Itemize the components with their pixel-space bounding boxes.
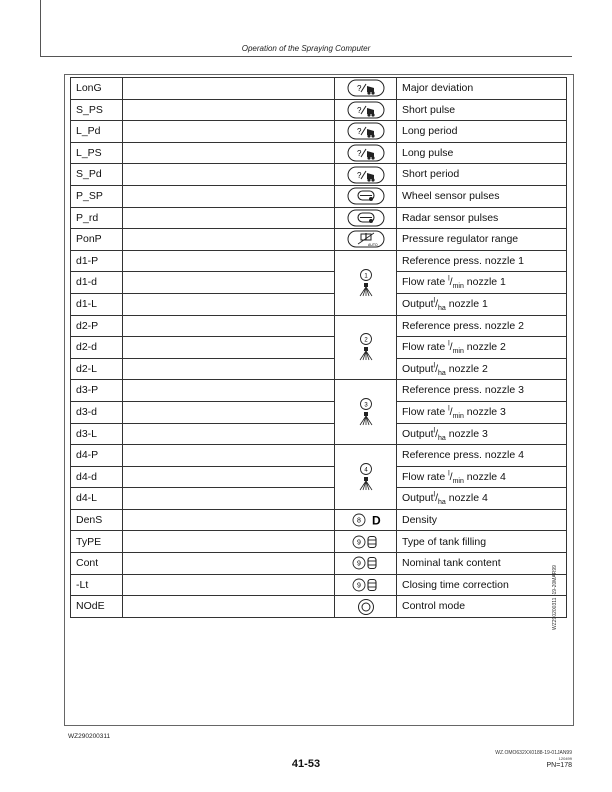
blank-cell	[123, 164, 335, 186]
pn-small-date: 120499	[558, 756, 572, 761]
table-row	[71, 553, 567, 575]
svg-text:?: ?	[356, 127, 361, 137]
code-cell: d2-d	[71, 337, 123, 359]
code-cell: d1-d	[71, 272, 123, 294]
code-cell: -Lt	[71, 574, 123, 596]
table-row	[71, 229, 567, 251]
description-sub: ha	[438, 434, 446, 442]
code-cell: DenS	[71, 509, 123, 531]
code-cell: PonP	[71, 229, 123, 251]
description-desc-post: nozzle 1	[445, 297, 488, 310]
table-row	[71, 531, 567, 553]
description-cell: Reference press. nozzle 2	[397, 315, 567, 337]
page-number: 41-53	[291, 758, 321, 770]
code-cell: LonG	[71, 78, 123, 100]
description-cell: Pressure regulator range	[397, 229, 567, 251]
code-cell: S_Pd	[71, 164, 123, 186]
code-table	[70, 77, 567, 618]
table-row	[71, 164, 567, 186]
unit-slash: /	[449, 405, 453, 418]
blank-cell	[123, 315, 335, 337]
figure-id: WZ290200311	[68, 733, 111, 740]
description-cell: Closing time correction	[397, 574, 567, 596]
description-cell: Short period	[397, 164, 567, 186]
description-sub: min	[452, 413, 464, 421]
blank-cell	[123, 250, 335, 272]
code-cell: P_rd	[71, 207, 123, 229]
table-row	[71, 250, 567, 272]
blank-cell	[123, 229, 335, 251]
blank-cell	[123, 293, 335, 315]
blank-cell	[123, 185, 335, 207]
description-sup: l	[433, 297, 436, 305]
description-desc-pre: Output	[402, 362, 434, 375]
description-desc-post: nozzle 3	[463, 405, 506, 418]
code-cell: L_PS	[71, 142, 123, 164]
blank-cell	[123, 272, 335, 294]
code-cell: d2-P	[71, 315, 123, 337]
description-cell: Radar sensor pulses	[397, 207, 567, 229]
description-desc-pre: Flow rate	[402, 470, 449, 483]
description-sup: l	[433, 427, 436, 435]
code-cell: L_Pd	[71, 121, 123, 143]
description-cell	[397, 466, 567, 488]
blank-cell	[123, 531, 335, 553]
description-cell: Long pulse	[397, 142, 567, 164]
code-cell: d4-d	[71, 466, 123, 488]
table-row	[71, 185, 567, 207]
svg-text:D: D	[371, 513, 381, 528]
blank-cell	[123, 466, 335, 488]
description-cell	[397, 358, 567, 380]
document-reference: WZ.OMO632XX0188-19-01JAN99	[495, 750, 572, 756]
blank-cell	[123, 207, 335, 229]
svg-text:?: ?	[356, 170, 361, 180]
blank-cell	[123, 78, 335, 100]
description-sup: l	[448, 470, 450, 478]
deviation-pill-icon	[335, 78, 397, 100]
description-desc-post: nozzle 1	[463, 276, 506, 289]
description-sup: l	[433, 362, 436, 370]
description-cell: Reference press. nozzle 3	[397, 380, 567, 402]
unit-slash: /	[449, 470, 453, 483]
blank-cell	[123, 142, 335, 164]
description-desc-pre: Output	[402, 427, 434, 440]
table-row	[71, 445, 567, 467]
blank-cell	[123, 423, 335, 445]
svg-text:8: 8	[356, 517, 361, 525]
table-row	[71, 488, 567, 510]
code-cell: d2-L	[71, 358, 123, 380]
svg-text:AUTO: AUTO	[367, 243, 378, 248]
description-desc-post: nozzle 2	[463, 341, 506, 354]
description-cell	[397, 423, 567, 445]
table-row	[71, 99, 567, 121]
description-sup: l	[448, 340, 450, 348]
deviation-pill-icon	[335, 99, 397, 121]
unit-slash: /	[435, 297, 439, 310]
table-row	[71, 423, 567, 445]
svg-text:9: 9	[356, 582, 361, 590]
code-cell: d3-d	[71, 401, 123, 423]
description-cell: Reference press. nozzle 4	[397, 445, 567, 467]
description-desc-pre: Output	[402, 297, 434, 310]
unit-slash: /	[449, 341, 453, 354]
description-cell: Density	[397, 509, 567, 531]
svg-text:9: 9	[356, 560, 361, 568]
description-sup: l	[448, 405, 450, 413]
sensor-pill-icon	[335, 207, 397, 229]
code-cell: P_SP	[71, 185, 123, 207]
blank-cell	[123, 553, 335, 575]
pressure-regulator-icon	[335, 229, 397, 251]
description-sub: min	[452, 283, 464, 291]
blank-cell	[123, 574, 335, 596]
code-cell: d3-L	[71, 423, 123, 445]
description-desc-pre: Flow rate	[402, 341, 449, 354]
sensor-pill-icon	[335, 185, 397, 207]
description-cell: Major deviation	[397, 78, 567, 100]
blank-cell	[123, 99, 335, 121]
blank-cell	[123, 380, 335, 402]
blank-cell	[123, 121, 335, 143]
code-cell: d4-P	[71, 445, 123, 467]
description-sup: l	[433, 491, 436, 499]
description-sub: min	[452, 348, 464, 356]
description-cell: Type of tank filling	[397, 531, 567, 553]
table-row	[71, 337, 567, 359]
table-row	[71, 272, 567, 294]
blank-cell	[123, 509, 335, 531]
blank-cell	[123, 337, 335, 359]
side-code: WZ290200311 -19-20MAR99	[552, 565, 558, 630]
unit-slash: /	[435, 492, 439, 505]
unit-slash: /	[435, 362, 439, 375]
description-cell	[397, 337, 567, 359]
description-cell: Control mode	[397, 596, 567, 618]
code-cell: d1-L	[71, 293, 123, 315]
deviation-pill-icon	[335, 164, 397, 186]
table-row	[71, 142, 567, 164]
table-row	[71, 466, 567, 488]
blank-cell	[123, 358, 335, 380]
table-row	[71, 401, 567, 423]
description-cell	[397, 488, 567, 510]
svg-text:2: 2	[363, 337, 368, 344]
unit-slash: /	[435, 427, 439, 440]
description-cell: Short pulse	[397, 99, 567, 121]
control-mode-icon	[335, 596, 397, 618]
tank-icon	[335, 574, 397, 596]
svg-text:3: 3	[363, 402, 368, 409]
code-cell: NOdE	[71, 596, 123, 618]
blank-cell	[123, 445, 335, 467]
header-rule	[40, 56, 572, 57]
code-cell: d3-P	[71, 380, 123, 402]
svg-text:1: 1	[363, 272, 368, 279]
svg-text:4: 4	[363, 467, 368, 474]
code-cell: d1-P	[71, 250, 123, 272]
table-row	[71, 207, 567, 229]
deviation-pill-icon	[335, 142, 397, 164]
svg-text:?: ?	[356, 84, 361, 94]
page-header-title: Operation of the Spraying Computer	[241, 44, 371, 53]
nozzle-1-icon	[335, 250, 397, 315]
svg-text:?: ?	[356, 105, 361, 115]
description-desc-pre: Output	[402, 492, 434, 505]
description-cell: Reference press. nozzle 1	[397, 250, 567, 272]
description-sub: ha	[438, 305, 446, 313]
table-row	[71, 315, 567, 337]
description-desc-pre: Flow rate	[402, 405, 449, 418]
description-desc-post: nozzle 4	[445, 492, 488, 505]
code-cell: Cont	[71, 553, 123, 575]
table-row	[71, 596, 567, 618]
nozzle-4-icon	[335, 445, 397, 510]
description-sup: l	[448, 275, 450, 283]
description-cell	[397, 401, 567, 423]
table-row	[71, 574, 567, 596]
description-desc-pre: Flow rate	[402, 276, 449, 289]
table-row	[71, 358, 567, 380]
description-desc-post: nozzle 3	[445, 427, 488, 440]
unit-slash: /	[449, 276, 453, 289]
blank-cell	[123, 596, 335, 618]
table-row	[71, 509, 567, 531]
code-cell: S_PS	[71, 99, 123, 121]
description-cell: Nominal tank content	[397, 553, 567, 575]
svg-text:9: 9	[356, 539, 361, 547]
description-desc-post: nozzle 4	[463, 470, 506, 483]
description-sub: ha	[438, 499, 446, 507]
table-row	[71, 380, 567, 402]
description-desc-post: nozzle 2	[445, 362, 488, 375]
description-cell: Wheel sensor pulses	[397, 185, 567, 207]
deviation-pill-icon	[335, 121, 397, 143]
tank-icon	[335, 531, 397, 553]
table-row	[71, 78, 567, 100]
nozzle-2-icon	[335, 315, 397, 380]
description-sub: ha	[438, 369, 446, 377]
description-cell	[397, 293, 567, 315]
tank-icon	[335, 553, 397, 575]
table-row	[71, 293, 567, 315]
description-cell: Long period	[397, 121, 567, 143]
table-row	[71, 121, 567, 143]
code-cell: TyPE	[71, 531, 123, 553]
nozzle-3-icon	[335, 380, 397, 445]
description-cell	[397, 272, 567, 294]
density-icon	[335, 509, 397, 531]
blank-cell	[123, 401, 335, 423]
code-cell: d4-L	[71, 488, 123, 510]
svg-text:?: ?	[356, 149, 361, 159]
description-sub: min	[452, 477, 464, 485]
pn-number: PN=178	[546, 762, 572, 769]
blank-cell	[123, 488, 335, 510]
